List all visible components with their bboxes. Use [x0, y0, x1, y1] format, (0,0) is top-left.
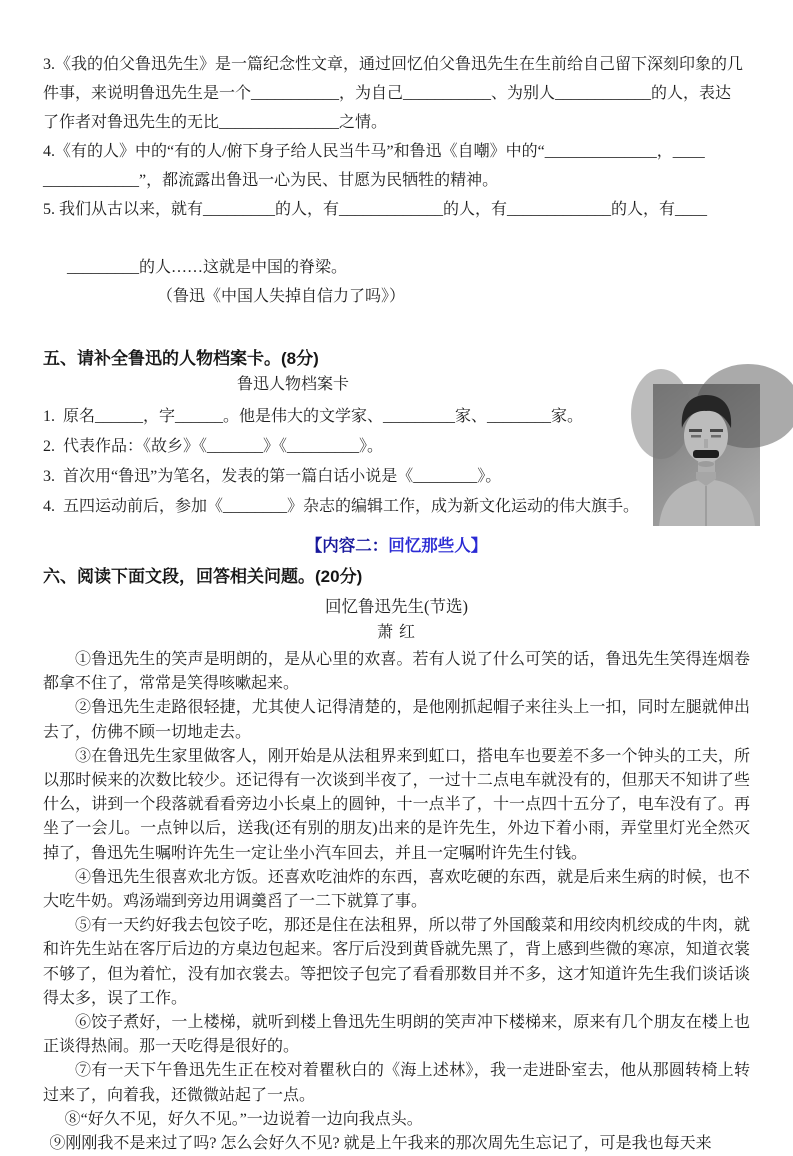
content-two-banner [43, 534, 750, 558]
passage-title: 回忆鲁迅先生(节选) [325, 597, 468, 616]
question-5-line-1: 5. 我们从古以来，就有_________的人，有_____________的人，有_____________的人，有____ [43, 201, 708, 218]
luxun-profile-card [43, 372, 750, 532]
card-item-1: 1. 原名______，字______。他是伟大的文学家、_________家、________家。 [43, 408, 584, 425]
section-6-heading: 六、阅读下面文段，回答相关问题。(20分) [43, 567, 363, 586]
passage-paragraph-7: ⑦有一天下午鲁迅先生正在校对着瞿秋白的《海上述林》，我一走进卧室去，他从那圆转椅上转过来了，向着我，还微微站起了一点。 [43, 1062, 750, 1104]
passage-paragraph-3: ③在鲁迅先生家里做客人，刚开始是从法租界来到虹口，搭电车也要差不多一个钟头的工夫，所以那时候来的次数比较少。还记得有一次谈到半夜了，一过十二点电车就没有的，但那天不知讲了些什么，讲到一个段落就看看旁边小长桌上的圆钟，十一点半了，十一点四十五分了，电车没有了。再坐了一会儿。一点钟以后，送我(还有别的朋友)出来的是许先生，外边下着小雨，弄堂里灯光全然灭掉了，鲁迅先生嘱咐许先生一定让坐小汽车回去，并且一定嘱咐许先生付钱。 [43, 747, 750, 862]
passage-paragraph-9: ⑨刚刚我不是来过了吗? 怎么会好久不见? 就是上午我来的那次周先生忘记了，可是我也每天来 [49, 1135, 712, 1153]
passage-paragraph-6: ⑥饺子煮好，一上楼梯，就听到楼上鲁迅先生明朗的笑声冲下楼梯来，原来有几个朋友在楼上也正谈得热闹。那一天吃得是很好的。 [43, 1014, 750, 1056]
question-3-line-2: 件事，来说明鲁迅先生是一个___________，为自己___________、为别人____________的人，表达 [43, 85, 732, 102]
fill-in-questions [43, 50, 750, 340]
passage-author: 萧 红 [376, 624, 416, 641]
card-item-2: 2. 代表作品：《故乡》《_______》《_________》。 [43, 438, 384, 455]
passage-paragraph-1: ①鲁迅先生的笑声是明朗的，是从心里的欢喜。若有人说了什么可笑的话，鲁迅先生笑得连烟卷都拿不住了，常常是笑得咳嗽起来。 [43, 651, 750, 693]
profile-card-title: 鲁迅人物档案卡 [236, 376, 349, 393]
banner-highlight: 回忆那些人】 [388, 537, 488, 555]
question-5-line-2 [43, 224, 750, 340]
card-item-3: 3. 首次用“鲁迅”为笔名，发表的第一篇白话小说是《________》。 [43, 468, 502, 485]
question-5-source-citation: （鲁迅《中国人失掉自信力了吗》） [157, 288, 406, 305]
lu-xun-portrait-photo [653, 384, 760, 526]
passage-paragraph-5: ⑤有一天约好我去包饺子吃，那还是住在法租界，所以带了外国酸菜和用绞肉机绞成的牛肉，就和许先生站在客厅后边的方桌边包起来。客厅后没到黄昏就先黑了，背上感到些微的寒凉，知道衣裳不够了，但为着忙，没有加衣裳去。等把饺子包完了看看那数目并不多，这才知道许先生我们谈话谈得太多，误了工作。 [43, 917, 750, 1007]
reading-passage [43, 648, 750, 1156]
passage-paragraph-8: ⑧“好久不见，好久不见。”一边说着一边向我点头。 [64, 1110, 423, 1128]
passage-paragraph-4: ④鲁迅先生很喜欢北方饭。还喜欢吃油炸的东西，喜欢吃硬的东西，就是后来生病的时候，也不大吃牛奶。鸡汤端到旁边用调羹舀了一二下就算了事。 [43, 868, 750, 911]
question-5-line-2-text: _________的人……这就是中国的脊梁。 [67, 259, 348, 276]
banner-prefix: 【内容二： [305, 537, 389, 555]
section-5-heading: 五、请补全鲁迅的人物档案卡。(8分) [43, 349, 319, 368]
lu-xun-portrait-drawing [653, 384, 760, 526]
passage-paragraph-2: ②鲁迅先生走路很轻捷，尤其使人记得清楚的，是他刚抓起帽子来往头上一扣，同时左腿就伸出去了，仿佛不顾一切地走去。 [43, 699, 750, 741]
question-4-line-2: ____________”，都流露出鲁迅一心为民、甘愿为民牺牲的精神。 [43, 172, 499, 189]
question-3-line-3: 了作者对鲁迅先生的无比_______________之情。 [43, 114, 388, 131]
question-4-line-1: 4.《有的人》中的“有的人/俯下身子给人民当牛马”和鲁迅《自嘲》中的“______________，____ [43, 143, 705, 160]
question-3-line-1: 3.《我的伯父鲁迅先生》是一篇纪念性文章，通过回忆伯父鲁迅先生在生前给自己留下深刻印象的几 [43, 56, 744, 73]
card-item-4: 4. 五四运动前后，参加《________》杂志的编辑工作，成为新文化运动的伟大旗手。 [43, 498, 640, 515]
